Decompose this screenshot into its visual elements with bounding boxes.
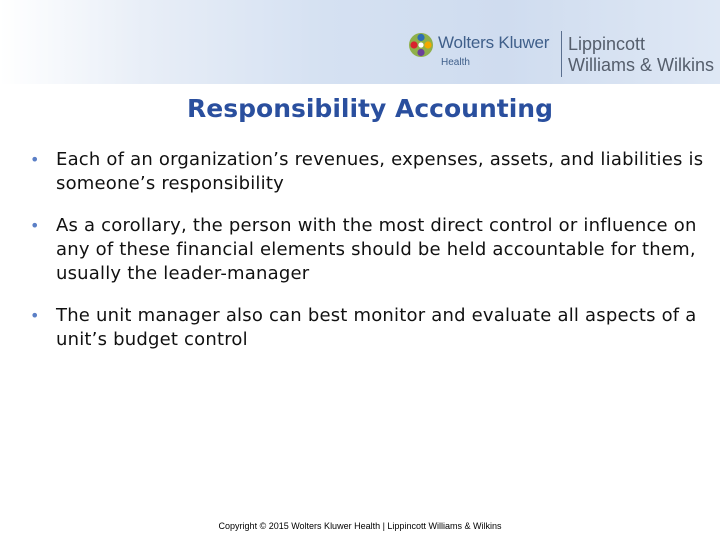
- logo-health-text: Health: [441, 57, 470, 68]
- bullet-text: Each of an organization’s revenues, expenses, assets, and liabilities is someone’s responsibility: [56, 149, 704, 194]
- bullet-dot: •: [30, 150, 40, 169]
- bullet-item: [30, 214, 710, 286]
- bullet-list: [30, 148, 710, 370]
- bullet-dot: •: [30, 306, 40, 325]
- bullet-item: [30, 304, 710, 352]
- wolters-kluwer-globe-logo-icon: [408, 32, 434, 58]
- copyright-footer: Copyright © 2015 Wolters Kluwer Health | Lippincott Williams & Wilkins: [218, 521, 502, 531]
- logo-wolters-kluwer-text: Wolters Kluwer: [438, 33, 550, 52]
- bullet-text: As a corollary, the person with the most direct control or influence on any of these financial elements should be held accountable for them, usually the leader-manager: [56, 215, 697, 284]
- publisher-logo: [406, 28, 716, 78]
- logo-lippincott-text: Lippincott: [568, 34, 646, 54]
- bullet-dot: •: [30, 216, 40, 235]
- bullet-item: [30, 148, 710, 196]
- logo-williams-wilkins-text: Williams & Wilkins: [568, 55, 714, 75]
- slide-title: Responsibility Accounting: [187, 94, 553, 123]
- bullet-text: The unit manager also can best monitor and evaluate all aspects of a unit’s budget control: [56, 305, 697, 350]
- logo-divider: [561, 31, 562, 77]
